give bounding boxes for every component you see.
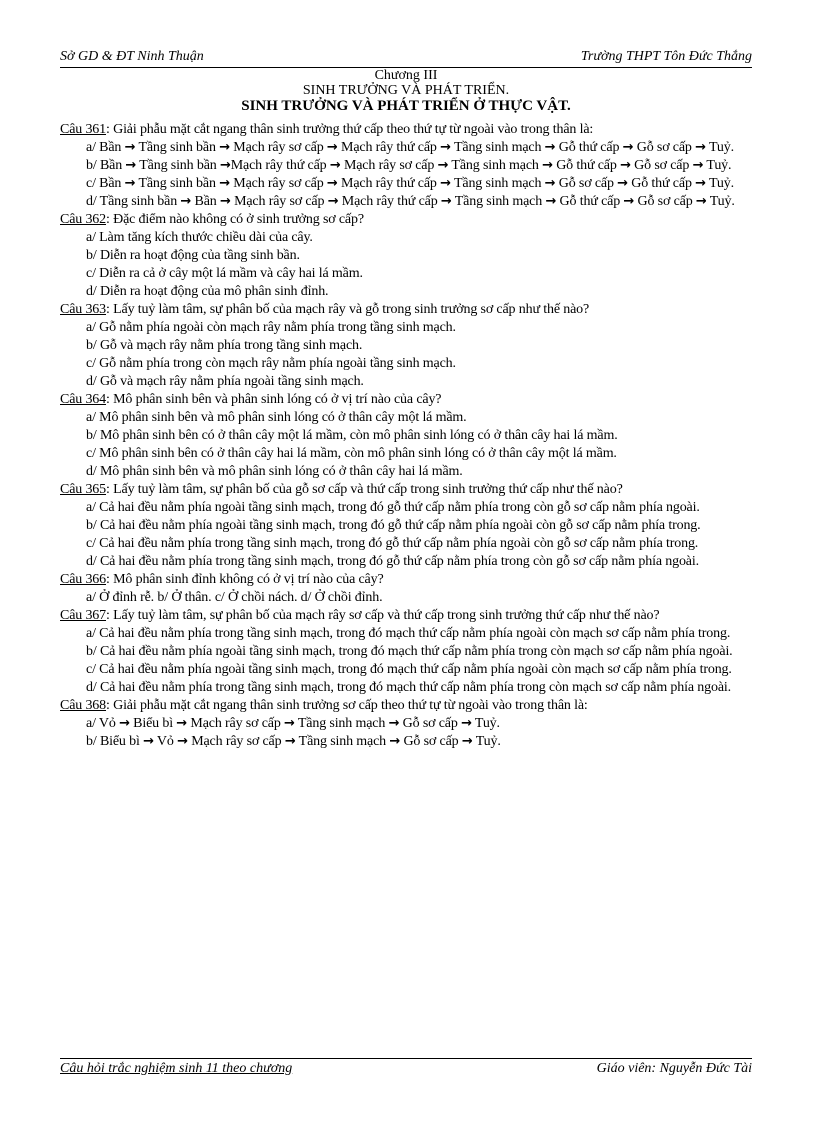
question [60, 211, 752, 229]
chapter-title: SINH TRƯỞNG VÀ PHÁT TRIỂN. [302, 83, 510, 98]
answer-option: c/ Cả hai đều nằm phía ngoài tầng sinh mạch, trong đó mạch thứ cấp nằm phía ngoài còn mạch sơ cấp nằm phía trong. [86, 662, 732, 677]
arrow-right-icon: → [124, 176, 136, 191]
question-number: Câu 367 [60, 608, 107, 623]
answer-option: b/ Bần → Tầng sinh bần →Mạch rây thứ cấp → Mạch rây sơ cấp → Tầng sinh mạch → Gỗ thứ cấp → Gỗ sơ cấp → Tuỷ. [86, 158, 732, 173]
answer-option: b/ Biểu bì → Vỏ → Mạch rây sơ cấp → Tầng sinh mạch → Gỗ sơ cấp → Tuỷ. [86, 734, 501, 749]
answer-option: d/ Mô phân sinh bên và mô phân sinh lóng có ở thân cây hai lá mầm. [86, 464, 463, 479]
question [60, 607, 752, 625]
answer-option: b/ Diễn ra hoạt động của tầng sinh bần. [86, 248, 300, 263]
question-number: Câu 363 [60, 302, 107, 317]
question-text: : Mô phân sinh đỉnh không có ở vị trí nào của cây? [106, 572, 384, 587]
arrow-right-icon: → [219, 176, 230, 191]
answer-option: a/ Mô phân sinh bên và mô phân sinh lóng có ở thân cây một lá mầm. [86, 410, 467, 425]
arrow-right-icon: → [544, 140, 556, 155]
question [60, 391, 752, 409]
answer-option: b/ Gỗ và mạch rây nằm phía trong tầng sinh mạch. [86, 338, 363, 353]
question-number: Câu 362 [60, 212, 107, 227]
section-title: SINH TRƯỞNG VÀ PHÁT TRIỂN Ở THỰC VẬT. [241, 98, 571, 114]
arrow-right-icon: → [437, 158, 449, 173]
arrow-right-icon: → [461, 734, 473, 749]
question-text: : Giải phẫu mặt cắt ngang thân sinh trưởng sơ cấp theo thứ tự từ ngoài vào trong thân là: [106, 698, 588, 713]
answer-option: a/ Làm tăng kích thước chiều dài của cây. [86, 230, 313, 245]
arrow-right-icon: → [692, 158, 704, 173]
answer-option: d/ Diễn ra hoạt động của mô phân sinh đỉnh. [86, 284, 329, 299]
answer-option: c/ Gỗ nằm phía trong còn mạch rây nằm phía ngoài tầng sinh mạch. [86, 356, 456, 371]
arrow-right-icon: → [125, 158, 137, 173]
arrow-right-icon: → [695, 140, 706, 155]
question-text: : Lấy tuỷ làm tâm, sự phân bố của mạch rây và gỗ trong sinh trưởng sơ cấp như thế nào? [106, 302, 590, 317]
question [60, 571, 752, 589]
answer-option: b/ Mô phân sinh bên có ở thân cây một lá mầm, còn mô phân sinh lóng có ở thân cây hai lá mầm. [86, 428, 618, 443]
answer-option: a/ Vỏ → Biểu bì → Mạch rây sơ cấp → Tầng sinh mạch → Gỗ sơ cấp → Tuỷ. [86, 716, 500, 731]
page-footer [60, 1058, 752, 1077]
arrow-right-icon: → [329, 158, 341, 173]
arrow-right-icon: → [177, 734, 188, 749]
question [60, 481, 752, 499]
arrow-right-icon: → [440, 140, 451, 155]
question [60, 697, 752, 715]
answer-option: b/ Cả hai đều nằm phía ngoài tầng sinh mạch, trong đó gỗ thứ cấp nằm phía ngoài còn gỗ sơ cấp nằm phía trong. [86, 518, 701, 533]
arrow-right-icon: → [219, 140, 230, 155]
arrow-right-icon: → [180, 194, 192, 209]
arrow-right-icon: → [176, 716, 188, 731]
question-number: Câu 365 [60, 482, 107, 497]
answer-option: c/ Bần → Tầng sinh bần → Mạch rây sơ cấp → Mạch rây thứ cấp → Tầng sinh mạch → Gỗ sơ cấp → Gỗ thứ cấp → Tuỷ. [86, 176, 734, 191]
arrow-right-icon: → [620, 158, 631, 173]
question [60, 301, 752, 319]
footer-document-title: Câu hỏi trắc nghiệm sinh 11 theo chương [60, 1061, 293, 1076]
answer-option: a/ Ở đỉnh rễ. b/ Ở thân. c/ Ở chồi nách. d/ Ở chồi đỉnh. [86, 590, 383, 605]
arrow-right-icon: → [326, 176, 338, 191]
arrow-right-icon: → [124, 140, 136, 155]
answer-option: c/ Cả hai đều nằm phía trong tầng sinh mạch, trong đó gỗ thứ cấp nằm phía ngoài còn gỗ sơ cấp nằm phía trong. [86, 536, 699, 551]
answer-option: d/ Tầng sinh bần → Bần → Mạch rây sơ cấp → Mạch rây thứ cấp → Tầng sinh mạch → Gỗ thứ cấp → Gỗ sơ cấp → Tuỷ. [86, 194, 735, 209]
question-text: : Lấy tuỷ làm tâm, sự phân bố của mạch rây sơ cấp và thứ cấp trong sinh trưởng thứ cấp như thế nào? [106, 608, 660, 623]
question-text: : Mô phân sinh bên và phân sinh lóng có ở vị trí nào của cây? [106, 392, 442, 407]
arrow-right-icon: → [219, 194, 231, 209]
arrow-right-icon: → [388, 716, 400, 731]
page-header [60, 49, 752, 68]
arrow-right-icon: → [143, 734, 154, 749]
answer-option: a/ Cả hai đều nằm phía ngoài tầng sinh mạch, trong đó gỗ thứ cấp nằm phía trong còn gỗ sơ cấp nằm phía ngoài. [86, 500, 700, 515]
header-school-department: Sở GD & ĐT Ninh Thuận [60, 49, 204, 64]
question-number: Câu 364 [60, 392, 107, 407]
question-text: : Đặc điểm nào không có ở sinh trưởng sơ cấp? [106, 212, 364, 227]
arrow-right-icon: → [622, 140, 634, 155]
arrow-right-icon: → [461, 716, 472, 731]
answer-option: a/ Bần → Tầng sinh bần → Mạch rây sơ cấp → Mạch rây thứ cấp → Tầng sinh mạch → Gỗ thứ cấp → Gỗ sơ cấp → Tuỷ. [86, 140, 734, 155]
arrow-right-icon: → [326, 140, 338, 155]
arrow-right-icon: → [617, 176, 628, 191]
header-school-name: Trường THPT Tôn Đức Thắng [580, 49, 752, 64]
answer-option: d/ Cả hai đều nằm phía trong tầng sinh mạch, trong đó gỗ thứ cấp nằm phía trong còn gỗ sơ cấp nằm phía ngoài. [86, 554, 699, 569]
question [60, 121, 752, 139]
arrow-right-icon: → [623, 194, 635, 209]
arrow-right-icon: → [119, 716, 130, 731]
arrow-right-icon: → [284, 716, 295, 731]
chapter-number: Chương III [374, 68, 438, 83]
arrow-right-icon: → [284, 734, 296, 749]
answer-option: d/ Cả hai đều nằm phía trong tầng sinh mạch, trong đó mạch thứ cấp nằm phía trong còn mạch sơ cấp nằm phía ngoài. [86, 680, 731, 695]
question-text: : Lấy tuỷ làm tâm, sự phân bố của gỗ sơ cấp và thứ cấp trong sinh trưởng thứ cấp như thế nào? [106, 482, 623, 497]
arrow-right-icon: → [695, 176, 706, 191]
footer-teacher-name: Giáo viên: Nguyễn Đức Tài [596, 1061, 752, 1076]
chapter-titles [60, 68, 752, 115]
question-text: : Giải phẫu mặt cắt ngang thân sinh trưởng thứ cấp theo thứ tự từ ngoài vào trong thân là: [106, 122, 594, 137]
arrow-right-icon: → [389, 734, 401, 749]
question-list [60, 121, 752, 751]
arrow-right-icon: → [440, 176, 451, 191]
answer-option: c/ Mô phân sinh bên có ở thân cây hai lá mầm, còn mô phân sinh lóng có ở thân cây một lá mầm. [86, 446, 617, 461]
arrow-right-icon: → [695, 194, 707, 209]
arrow-right-icon: → [542, 158, 553, 173]
arrow-right-icon: → [545, 194, 557, 209]
question-number: Câu 361 [60, 122, 107, 137]
answer-option: b/ Cả hai đều nằm phía ngoài tầng sinh mạch, trong đó mạch thứ cấp nằm phía trong còn mạch sơ cấp nằm phía ngoài. [86, 644, 733, 659]
arrow-right-icon: → [327, 194, 339, 209]
question-number: Câu 368 [60, 698, 107, 713]
question-number: Câu 366 [60, 572, 107, 587]
answer-option: a/ Cả hai đều nằm phía trong tầng sinh mạch, trong đó mạch thứ cấp nằm phía ngoài còn mạch sơ cấp nằm phía trong. [86, 626, 731, 641]
answer-option: c/ Diễn ra cả ở cây một lá mầm và cây hai lá mầm. [86, 266, 363, 281]
arrow-right-icon: → [544, 176, 556, 191]
answer-option: d/ Gỗ và mạch rây nằm phía ngoài tầng sinh mạch. [86, 374, 364, 389]
arrow-right-icon: → [440, 194, 452, 209]
arrow-right-icon: → [219, 158, 231, 173]
answer-option: a/ Gỗ nằm phía ngoài còn mạch rây nằm phía trong tầng sinh mạch. [86, 320, 456, 335]
